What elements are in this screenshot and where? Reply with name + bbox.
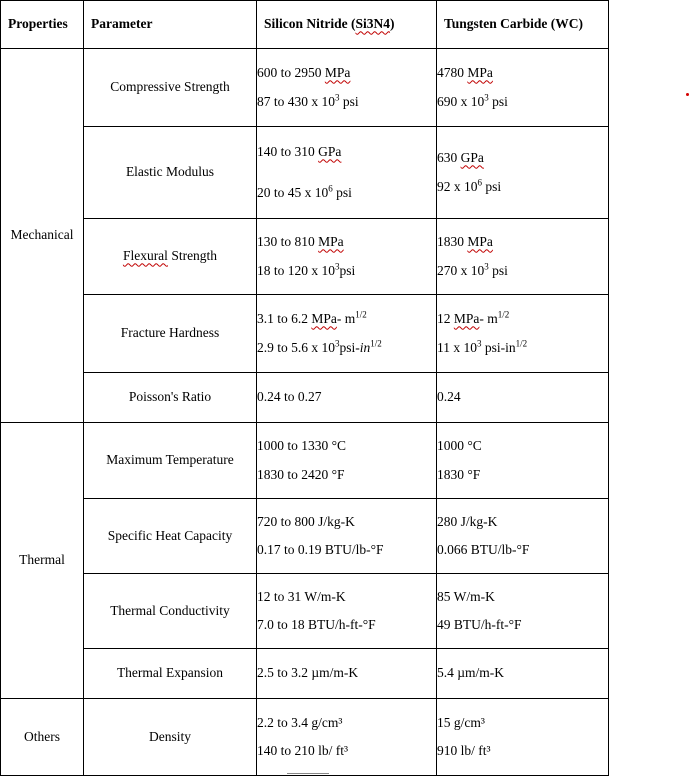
table-row — [1, 219, 609, 295]
param-maximum-temperature: Maximum Temperature — [84, 423, 257, 499]
sin-thermal-conductivity: 12 to 31 W/m-K 7.0 to 18 BTU/h-ft-°F — [257, 574, 437, 649]
param-elastic-modulus: Elastic Modulus — [84, 127, 257, 219]
param-thermal-conductivity: Thermal Conductivity — [84, 574, 257, 649]
table-row — [1, 49, 609, 127]
param-specific-heat-capacity: Specific Heat Capacity — [84, 499, 257, 574]
table-row — [1, 649, 609, 699]
header-silicon-nitride — [257, 1, 437, 49]
sin-density: 2.2 to 3.4 g/cm³ 140 to 210 lb/ ft³ — [257, 699, 437, 776]
header-tungsten-carbide: Tungsten Carbide (WC) — [437, 1, 609, 49]
sin-elastic-modulus: 140 to 310 GPa 20 to 45 x $10^6$ psi — [257, 127, 437, 219]
sin-fracture-hardness: 3.1 to 6.2 MPa- $m^{1/2}$ 2.9 to 5.6 x $10^3psi-in^{1/2}$ — [257, 295, 437, 373]
header-silicon-nitride-text: Silicon Nitride (Si3N4) — [264, 16, 395, 32]
wc-thermal-conductivity: 85 W/m-K 49 BTU/h-ft-°F — [437, 574, 609, 649]
sin-specific-heat-capacity: 720 to 800 J/kg-K 0.17 to 0.19 BTU/lb-°F — [257, 499, 437, 574]
sin-poissons-ratio: 0.24 to 0.27 — [257, 373, 437, 423]
param-compressive-strength: Compressive Strength — [84, 49, 257, 127]
wc-flexural-strength: 1830 MPa 270 x $10^3$ psi — [437, 219, 609, 295]
wc-elastic-modulus: 630 GPa 92 x $10^6$ psi — [437, 127, 609, 219]
table-row — [1, 574, 609, 649]
wc-compressive-strength: 4780 MPa 690 x $10^3$ psi — [437, 49, 609, 127]
param-fracture-hardness: Fracture Hardness — [84, 295, 257, 373]
table-row — [1, 699, 609, 776]
category-mechanical: Mechanical — [1, 49, 84, 423]
wc-maximum-temperature: 1000 °C 1830 °F — [437, 423, 609, 499]
param-poissons-ratio: Poisson's Ratio — [84, 373, 257, 423]
table-row — [1, 423, 609, 499]
param-flexural-strength: Flexural Strength — [84, 219, 257, 295]
header-properties: Properties — [1, 1, 84, 49]
param-thermal-expansion: Thermal Expansion — [84, 649, 257, 699]
red-dot-marker — [686, 93, 689, 96]
param-density: Density — [84, 699, 257, 776]
wc-density: 15 g/cm³ 910 lb/ ft³ — [437, 699, 609, 776]
table-row — [1, 127, 609, 219]
sin-flexural-strength: 130 to 810 MPa 18 to 120 x $10^3psi$ — [257, 219, 437, 295]
table-row — [1, 373, 609, 423]
wc-thermal-expansion: 5.4 µm/m-K — [437, 649, 609, 699]
category-others: Others — [1, 699, 84, 776]
header-parameter: Parameter — [84, 1, 257, 49]
table-row — [1, 295, 609, 373]
sin-compressive-strength: 600 to 2950 MPa 87 to 430 x $10^3$ psi — [257, 49, 437, 127]
header-row — [1, 1, 609, 49]
page-edge-mark — [287, 773, 329, 774]
wc-specific-heat-capacity: 280 J/kg-K 0.066 BTU/lb-°F — [437, 499, 609, 574]
category-thermal: Thermal — [1, 423, 84, 699]
table-row — [1, 499, 609, 574]
sin-thermal-expansion: 2.5 to 3.2 µm/m-K — [257, 649, 437, 699]
wc-fracture-hardness: 12 MPa- $m^{1/2}$ 11 x $10^3$ psi-$in^{1/2}$ — [437, 295, 609, 373]
wc-poissons-ratio: 0.24 — [437, 373, 609, 423]
sin-maximum-temperature: 1000 to 1330 °C 1830 to 2420 °F — [257, 423, 437, 499]
